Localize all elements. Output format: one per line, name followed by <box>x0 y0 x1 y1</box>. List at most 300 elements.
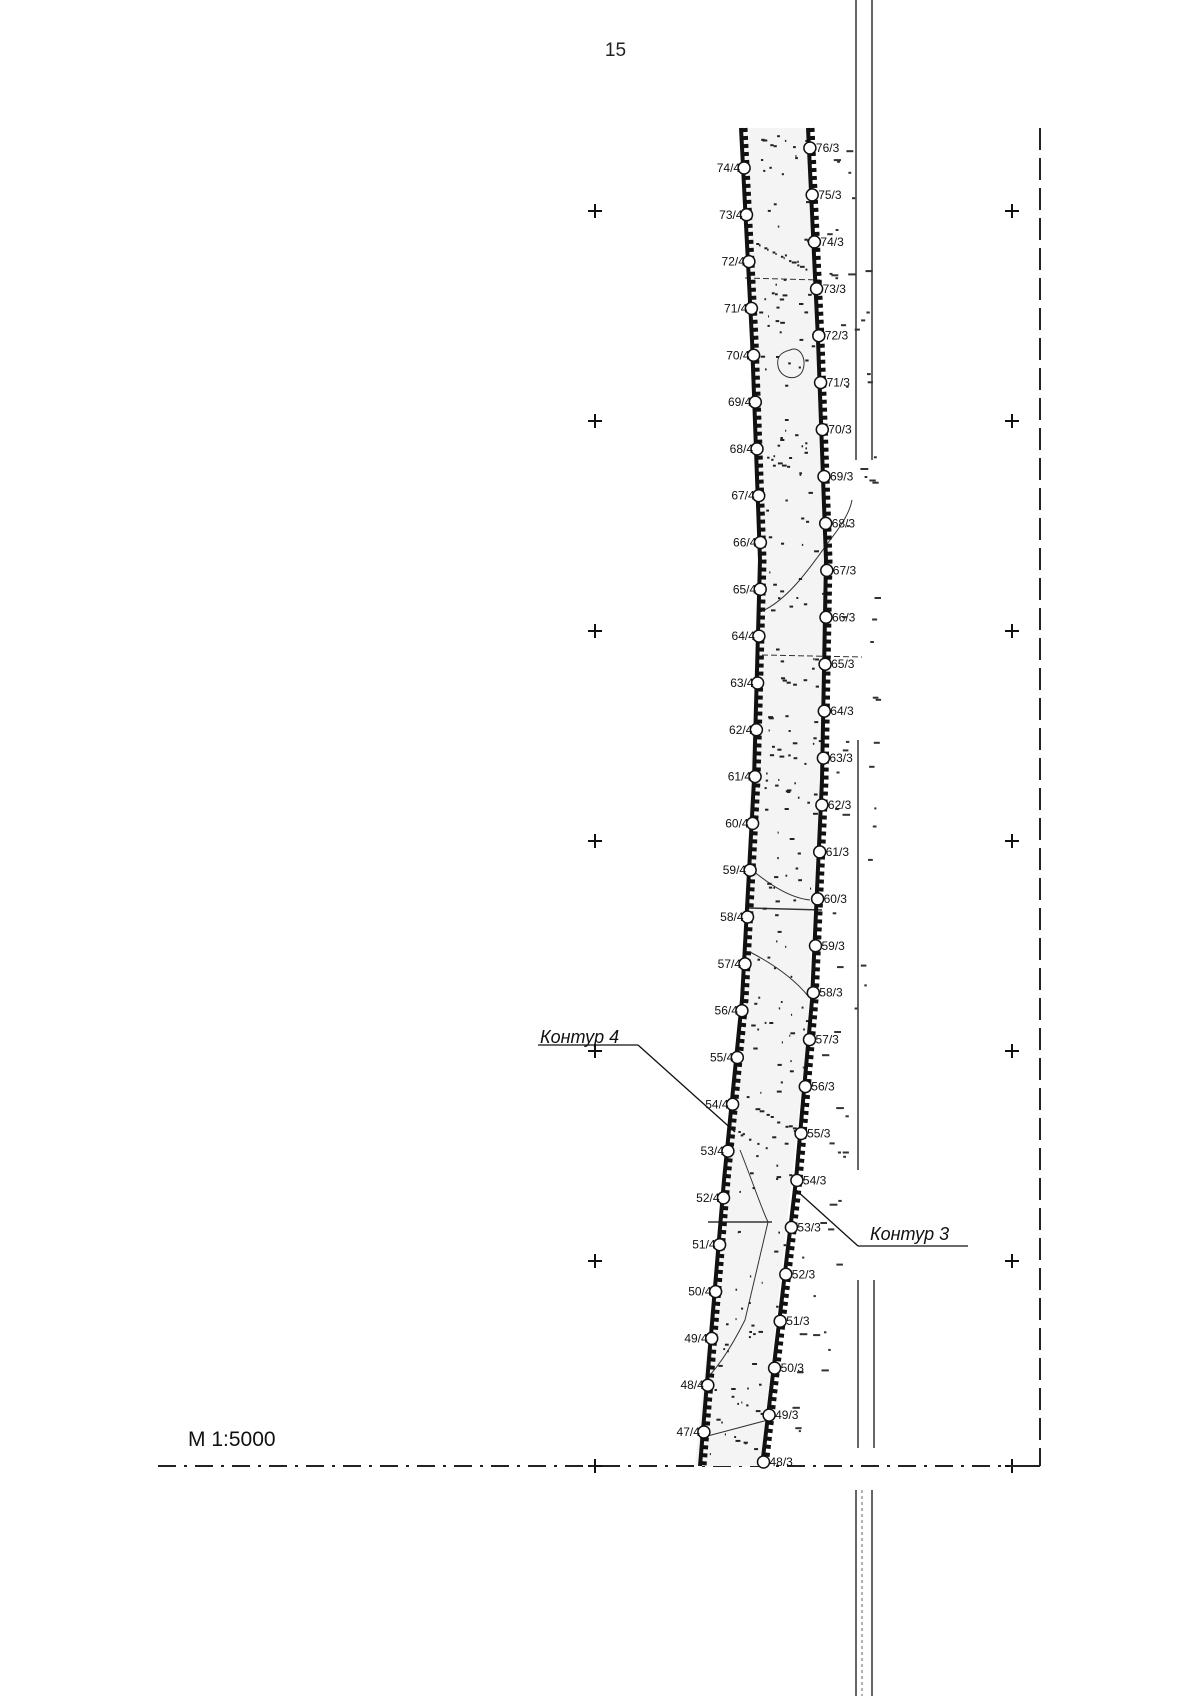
terrain-speckle <box>768 315 769 317</box>
terrain-speckle <box>860 468 868 470</box>
terrain-speckle <box>843 1156 846 1158</box>
survey-point-label: 68/4 <box>729 441 753 456</box>
terrain-speckle <box>784 257 785 259</box>
terrain-speckle <box>790 606 794 608</box>
grid-cross-mark <box>1005 834 1019 848</box>
terrain-speckle <box>838 1152 841 1154</box>
terrain-speckle <box>774 876 778 878</box>
terrain-speckle <box>867 373 871 375</box>
terrain-speckle <box>759 1331 764 1333</box>
terrain-speckle <box>824 1331 826 1333</box>
terrain-speckle <box>768 716 773 718</box>
terrain-speckle <box>778 931 782 933</box>
terrain-speckle <box>765 1022 767 1024</box>
survey-point-label: 55/3 <box>807 1126 831 1141</box>
terrain-speckle <box>775 914 779 916</box>
terrain-speckle <box>778 1064 782 1066</box>
terrain-speckle <box>805 360 808 362</box>
terrain-speckle <box>841 324 846 326</box>
survey-point <box>804 141 840 155</box>
grid-cross-mark <box>588 1254 602 1268</box>
terrain-speckle <box>804 763 806 765</box>
terrain-speckle <box>774 145 777 147</box>
survey-point-label: 71/4 <box>724 301 748 316</box>
terrain-speckle <box>799 1430 801 1432</box>
terrain-speckle <box>780 437 783 439</box>
terrain-speckle <box>770 144 773 146</box>
terrain-speckle <box>799 303 803 305</box>
terrain-speckle <box>799 367 801 369</box>
terrain-speckle <box>761 159 763 161</box>
terrain-speckle <box>836 229 839 231</box>
survey-point <box>710 1051 743 1065</box>
terrain-speckle <box>790 1070 794 1072</box>
terrain-speckle <box>718 1365 722 1367</box>
terrain-speckle <box>872 619 877 621</box>
terrain-speckle <box>802 544 803 546</box>
survey-point <box>769 1361 805 1375</box>
terrain-speckle <box>869 766 874 768</box>
terrain-speckle <box>780 756 785 758</box>
survey-point <box>730 442 763 456</box>
terrain-speckle <box>763 908 767 910</box>
terrain-speckle <box>874 807 876 809</box>
terrain-speckle <box>791 976 793 978</box>
terrain-speckle <box>731 1388 736 1390</box>
terrain-speckle <box>773 252 776 254</box>
terrain-speckle <box>813 1334 820 1336</box>
survey-point-label: 72/4 <box>721 254 745 269</box>
survey-point-label: 67/4 <box>731 488 755 503</box>
survey-point-label: 70/3 <box>828 422 852 437</box>
survey-point-label: 48/3 <box>769 1455 793 1469</box>
terrain-speckle <box>801 518 804 520</box>
terrain-speckle <box>800 474 802 476</box>
terrain-speckle <box>734 1436 736 1438</box>
terrain-speckle <box>785 419 789 421</box>
terrain-speckle <box>759 1384 762 1386</box>
survey-point <box>817 751 853 765</box>
survey-point-label: 66/4 <box>733 535 757 550</box>
terrain-speckle <box>761 356 765 358</box>
terrain-speckle <box>797 264 799 266</box>
survey-point-label: 51/3 <box>786 1314 810 1329</box>
survey-point <box>808 235 844 249</box>
terrain-speckle <box>786 875 788 877</box>
survey-point <box>811 282 847 296</box>
terrain-speckle <box>802 1007 804 1009</box>
survey-point-label: 69/3 <box>830 469 854 484</box>
terrain-speckle <box>806 521 809 523</box>
terrain-speckle <box>793 684 797 686</box>
survey-point-marker <box>769 1362 781 1374</box>
survey-point-label: 47/4 <box>676 1425 700 1439</box>
terrain-speckle <box>814 721 818 723</box>
terrain-speckle <box>803 1067 804 1069</box>
terrain-speckle <box>788 362 791 364</box>
map-frame <box>158 128 1040 1466</box>
page-number: 15 <box>604 40 627 61</box>
terrain-speckle <box>786 1126 789 1128</box>
terrain-speckle <box>776 284 777 286</box>
terrain-speckle <box>861 965 867 967</box>
terrain-speckle <box>769 887 772 889</box>
terrain-speckle <box>793 899 796 901</box>
terrain-speckle <box>761 1413 763 1415</box>
terrain-speckle <box>751 1325 754 1327</box>
survey-point-marker <box>808 236 820 248</box>
terrain-speckle <box>820 1222 827 1224</box>
grid-cross-mark <box>588 1459 602 1473</box>
terrain-speckle <box>771 459 773 461</box>
survey-point <box>820 516 856 530</box>
survey-point-label: 56/3 <box>811 1079 835 1094</box>
terrain-speckle <box>805 452 809 454</box>
terrain-speckle <box>813 737 816 739</box>
terrain-speckle <box>805 442 807 444</box>
survey-point <box>725 816 758 830</box>
terrain-speckle <box>873 697 879 699</box>
terrain-speckle <box>777 135 780 137</box>
terrain-speckle <box>835 277 838 279</box>
terrain-speckle <box>783 294 788 296</box>
terrain-speckle <box>769 571 770 573</box>
survey-point-label: 52/4 <box>696 1190 720 1205</box>
terrain-speckle <box>868 859 873 861</box>
terrain-speckle <box>726 1323 729 1325</box>
terrain-speckle <box>776 649 780 651</box>
terrain-speckle <box>807 802 810 804</box>
survey-point-marker <box>818 471 830 483</box>
terrain-speckle <box>767 1114 770 1116</box>
terrain-speckle <box>800 1333 808 1335</box>
terrain-speckle <box>777 857 779 859</box>
terrain-speckle <box>855 329 860 331</box>
terrain-speckle <box>747 1388 749 1390</box>
survey-point <box>732 629 765 643</box>
terrain-speckle <box>870 641 874 643</box>
terrain-speckle <box>813 743 814 745</box>
terrain-speckle <box>803 1029 805 1031</box>
survey-point-label: 51/4 <box>692 1237 716 1252</box>
terrain-speckle <box>768 957 771 959</box>
survey-point <box>696 1191 729 1205</box>
survey-point-marker <box>821 564 833 576</box>
terrain-speckle <box>786 500 788 502</box>
terrain-speckle <box>837 161 840 163</box>
terrain-speckle <box>808 294 812 296</box>
terrain-speckle <box>813 658 814 660</box>
terrain-speckle <box>739 1191 741 1193</box>
survey-point-label: 62/4 <box>729 722 753 737</box>
survey-point-marker <box>804 1034 816 1046</box>
terrain-speckle <box>769 1022 773 1024</box>
terrain-speckle <box>782 1041 783 1043</box>
survey-point-label: 55/4 <box>709 1050 734 1065</box>
survey-point-marker <box>820 517 832 529</box>
terrain-speckle <box>874 742 880 744</box>
survey-point <box>812 892 848 906</box>
survey-point <box>729 723 762 737</box>
terrain-speckle <box>716 1419 720 1421</box>
survey-point-marker <box>814 846 826 858</box>
terrain-speckle <box>753 1048 757 1050</box>
survey-point-label: 59/3 <box>821 938 845 953</box>
terrain-speckle <box>783 680 787 682</box>
terrain-speckle <box>741 1402 742 1404</box>
survey-point-label: 74/4 <box>716 161 741 175</box>
survey-point-label: 71/3 <box>826 375 850 390</box>
survey-point <box>728 395 761 409</box>
survey-point <box>684 1331 717 1345</box>
terrain-speckle <box>747 1096 750 1098</box>
terrain-speckle <box>788 754 791 756</box>
terrain-speckle <box>799 578 802 580</box>
terrain-speckle <box>796 868 799 870</box>
terrain-speckle <box>836 1107 844 1109</box>
terrain-speckle <box>774 455 776 457</box>
survey-point <box>701 1144 734 1158</box>
terrain-speckle <box>785 254 787 256</box>
terrain-speckle <box>754 1448 758 1450</box>
terrain-speckle <box>778 226 780 228</box>
survey-point <box>730 676 763 690</box>
terrain-speckle <box>778 597 780 599</box>
terrain-speckle <box>757 1143 759 1145</box>
terrain-speckle <box>793 742 798 744</box>
survey-point-label: 61/3 <box>825 844 850 859</box>
terrain-speckle <box>814 1295 816 1297</box>
survey-point <box>821 563 857 577</box>
terrain-speckle <box>715 1389 717 1391</box>
terrain-speckle <box>773 887 775 889</box>
terrain-speckle <box>767 249 769 251</box>
terrain-speckle <box>760 1110 765 1112</box>
terrain-speckle <box>790 1032 795 1034</box>
terrain-speckle <box>766 773 768 775</box>
terrain-speckle <box>806 269 808 271</box>
terrain-speckle <box>795 157 798 159</box>
survey-point <box>688 1285 721 1299</box>
terrain-speckle <box>812 345 816 347</box>
survey-point-label: 49/3 <box>775 1408 799 1423</box>
terrain-speckle <box>785 808 789 810</box>
survey-point-marker <box>758 1456 770 1468</box>
terrain-speckle <box>765 809 768 811</box>
terrain-speckle <box>781 677 785 679</box>
terrain-speckle <box>843 1152 849 1154</box>
terrain-speckle <box>809 492 813 494</box>
survey-point <box>807 986 843 1000</box>
terrain-speckle <box>793 146 796 148</box>
terrain-speckle <box>790 838 795 840</box>
survey-point-label: 70/4 <box>726 348 750 363</box>
survey-point-label: 65/4 <box>732 582 757 597</box>
terrain-speckle <box>872 482 878 484</box>
terrain-speckle <box>794 757 798 759</box>
survey-point-label: 53/4 <box>700 1144 724 1159</box>
survey-point-marker <box>791 1174 803 1186</box>
terrain-speckle <box>828 1349 831 1351</box>
terrain-speckle <box>778 1232 780 1234</box>
terrain-speckle <box>848 172 851 174</box>
survey-point <box>820 610 856 624</box>
survey-point-marker <box>818 705 830 717</box>
terrain-speckle <box>773 584 777 586</box>
terrain-speckle <box>725 1433 726 1435</box>
survey-point <box>799 1080 835 1094</box>
terrain-speckle <box>787 791 790 793</box>
terrain-speckle <box>792 262 797 264</box>
terrain-speckle <box>768 325 770 327</box>
survey-point-label: 60/3 <box>823 891 847 906</box>
terrain-speckle <box>778 445 781 447</box>
terrain-speckle <box>796 597 798 599</box>
survey-point <box>763 1408 799 1422</box>
terrain-speckle <box>785 430 786 432</box>
terrain-speckle <box>822 1054 829 1056</box>
grid-cross-mark <box>588 204 602 218</box>
terrain-speckle <box>794 782 796 784</box>
survey-point <box>733 536 766 550</box>
terrain-speckle <box>789 730 791 732</box>
survey-point-label: 54/4 <box>705 1097 729 1112</box>
survey-point-marker <box>816 424 828 436</box>
terrain-speckle <box>763 170 765 172</box>
terrain-speckle <box>804 603 807 605</box>
survey-point-label: 48/4 <box>680 1378 704 1393</box>
terrain-speckle <box>800 339 804 341</box>
survey-point <box>677 1425 710 1439</box>
terrain-speckle <box>787 682 791 684</box>
survey-point <box>680 1378 713 1392</box>
terrain-speckle <box>749 1302 751 1304</box>
terrain-speckle <box>770 754 774 756</box>
terrain-speckle <box>776 940 777 942</box>
survey-point-marker <box>812 893 824 905</box>
survey-point <box>780 1267 816 1281</box>
terrain-speckle <box>774 1251 778 1253</box>
terrain-speckle <box>855 1008 858 1010</box>
survey-point-marker <box>780 1268 792 1280</box>
terrain-speckle <box>763 140 768 142</box>
survey-point-label: 62/3 <box>827 798 852 812</box>
terrain-speckle <box>861 319 865 321</box>
terrain-speckle <box>837 772 840 774</box>
terrain-speckle <box>782 173 784 175</box>
terrain-speckle <box>758 997 760 999</box>
survey-point <box>718 957 751 971</box>
terrain-speckle <box>815 659 819 661</box>
survey-point-marker <box>819 658 831 670</box>
terrain-speckle <box>874 456 877 458</box>
terrain-speckle <box>776 356 779 358</box>
terrain-speckle <box>795 155 796 157</box>
survey-point <box>715 1004 748 1018</box>
terrain-speckle <box>768 210 771 212</box>
terrain-speckle <box>836 1264 843 1266</box>
survey-point <box>815 376 851 390</box>
terrain-speckle <box>814 794 818 796</box>
survey-point-marker <box>795 1128 807 1140</box>
terrain-speckle <box>789 1035 790 1037</box>
terrain-speckle <box>798 797 800 799</box>
terrain-speckle <box>751 1025 756 1027</box>
terrain-speckle <box>875 597 882 599</box>
terrain-speckle <box>778 779 779 781</box>
terrain-speckle <box>804 679 808 681</box>
survey-point-marker <box>816 799 828 811</box>
terrain-speckle <box>774 967 776 969</box>
terrain-speckle <box>756 1410 761 1412</box>
survey-point-label: 67/3 <box>832 563 857 578</box>
grid-cross-mark <box>1005 1254 1019 1268</box>
survey-point-label: 63/4 <box>730 676 754 690</box>
terrain-speckle <box>798 879 802 881</box>
terrain-speckle <box>784 279 787 281</box>
survey-point-marker <box>763 1409 775 1421</box>
survey-point-marker <box>817 752 829 764</box>
terrain-speckle <box>816 686 819 688</box>
terrain-speckle <box>830 1204 838 1206</box>
terrain-speckle <box>777 1176 782 1178</box>
terrain-speckle <box>772 292 775 294</box>
terrain-speckle <box>750 1172 754 1174</box>
survey-point-label: 73/3 <box>822 281 846 296</box>
survey-point-label: 68/3 <box>831 516 856 531</box>
terrain-speckle <box>776 1178 778 1180</box>
terrain-speckle <box>759 244 761 246</box>
survey-point-label: 50/3 <box>780 1361 804 1376</box>
terrain-speckle <box>762 1282 763 1284</box>
callout-leader-3 <box>796 1190 858 1246</box>
survey-point-label: 49/4 <box>684 1331 708 1346</box>
survey-point-marker <box>799 1081 811 1093</box>
survey-point-label: 64/4 <box>731 629 755 644</box>
terrain-speckle <box>789 260 791 262</box>
survey-point-marker <box>804 142 816 154</box>
terrain-speckle <box>746 1404 748 1406</box>
terrain-speckle <box>769 167 771 169</box>
terrain-speckle <box>813 813 818 815</box>
survey-point-label: 65/3 <box>831 657 855 672</box>
survey-point <box>818 470 854 484</box>
grid-cross-mark <box>588 834 602 848</box>
survey-point <box>692 1238 725 1252</box>
terrain-speckle <box>789 1125 793 1127</box>
survey-point <box>723 863 756 877</box>
survey-point-label: 57/4 <box>717 956 741 971</box>
grid-cross-mark <box>588 624 602 638</box>
terrain-speckle <box>780 331 782 333</box>
grid-cross-mark <box>1005 1044 1019 1058</box>
terrain-speckle <box>743 1133 745 1135</box>
terrain-speckle <box>812 668 815 670</box>
terrain-speckle <box>866 312 869 314</box>
survey-point <box>720 910 753 924</box>
terrain-speckle <box>754 1003 757 1005</box>
survey-point-label: 56/4 <box>714 1003 738 1018</box>
survey-point-marker <box>815 377 827 389</box>
survey-point-label: 58/3 <box>819 985 843 1000</box>
terrain-speckle <box>771 609 776 611</box>
terrain-speckle <box>737 1403 739 1405</box>
terrain-speckle <box>727 1350 729 1352</box>
terrain-speckle <box>739 1231 741 1233</box>
terrain-speckle <box>764 247 767 249</box>
survey-point <box>724 301 757 315</box>
terrain-speckle <box>795 434 798 436</box>
